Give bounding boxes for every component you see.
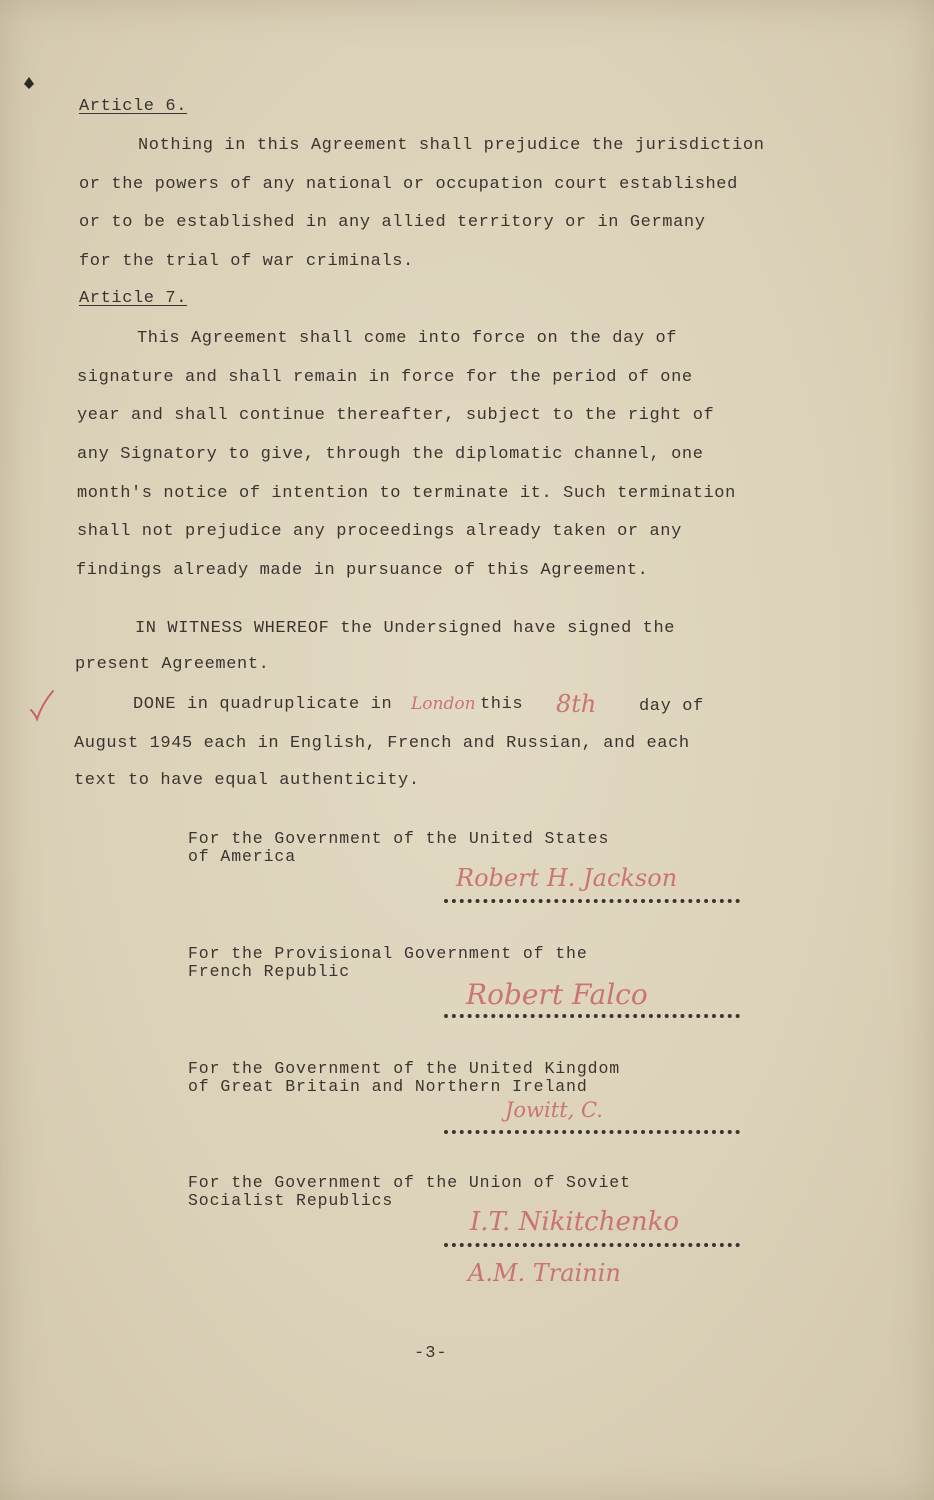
signature-ussr-1: I.T. Nikitchenko: [470, 1207, 680, 1237]
article-6-line-3: or to be established in any allied territory or in Germany: [79, 213, 706, 232]
signatory-usa-label-2: of America: [188, 847, 297, 866]
article-7-line-4: any Signatory to give, through the diplomatic channel, one: [77, 445, 704, 464]
article-6-heading: Article 6.: [79, 97, 188, 116]
article-7-line-6: shall not prejudice any proceedings already taken or any: [77, 522, 682, 541]
done-suffix: day of: [639, 697, 704, 716]
signatory-ussr-label-1: For the Government of the Union of Soviet: [188, 1173, 631, 1192]
signature-line-usa: [444, 899, 740, 903]
article-7-heading: Article 7.: [79, 289, 188, 308]
witness-line-2: present Agreement.: [75, 655, 270, 674]
signatory-france-label-2: French Republic: [188, 962, 351, 981]
witness-line-1: IN WITNESS WHEREOF the Undersigned have signed the: [135, 619, 676, 638]
signatory-france-label-1: For the Provisional Government of the: [188, 944, 588, 963]
checkmark-icon: [28, 688, 56, 722]
signature-usa: Robert H. Jackson: [456, 864, 678, 892]
article-7-line-3: year and shall continue thereafter, subject to the right of: [77, 406, 715, 425]
article-7-line-1: This Agreement shall come into force on the day of: [137, 329, 678, 348]
done-line-3: text to have equal authenticity.: [74, 771, 420, 790]
article-7-line-7: findings already made in pursuance of this Agreement.: [76, 561, 649, 580]
signatory-ussr-label-2: Socialist Republics: [188, 1191, 394, 1210]
done-mid: this: [480, 695, 524, 714]
article-6-line-2: or the powers of any national or occupation court established: [79, 175, 738, 194]
signature-france: Robert Falco: [466, 978, 648, 1011]
done-place-handwritten: London: [411, 694, 476, 714]
done-day-handwritten: 8th: [556, 690, 597, 718]
signature-line-france: [444, 1014, 740, 1018]
done-prefix: DONE in quadruplicate in: [133, 695, 393, 714]
article-7-line-2: signature and shall remain in force for the period of one: [77, 368, 693, 387]
signature-ussr-2: A.M. Trainin: [468, 1259, 621, 1287]
signature-uk: Jowitt, C.: [505, 1098, 603, 1122]
signatory-uk-label-1: For the Government of the United Kingdom: [188, 1059, 621, 1078]
article-7-line-5: month's notice of intention to terminate it. Such termination: [77, 484, 736, 503]
article-6-line-4: for the trial of war criminals.: [79, 252, 414, 271]
signatory-usa-label-1: For the Government of the United States: [188, 829, 610, 848]
done-line-2: August 1945 each in English, French and Russian, and each: [74, 734, 690, 753]
signature-line-ussr: [444, 1243, 740, 1247]
page-number: -3-: [414, 1344, 448, 1363]
signatory-uk-label-2: of Great Britain and Northern Ireland: [188, 1077, 588, 1096]
article-6-line-1: Nothing in this Agreement shall prejudice the jurisdiction: [138, 136, 765, 155]
signature-line-uk: [444, 1130, 740, 1134]
ink-blot-mark: [22, 76, 36, 90]
